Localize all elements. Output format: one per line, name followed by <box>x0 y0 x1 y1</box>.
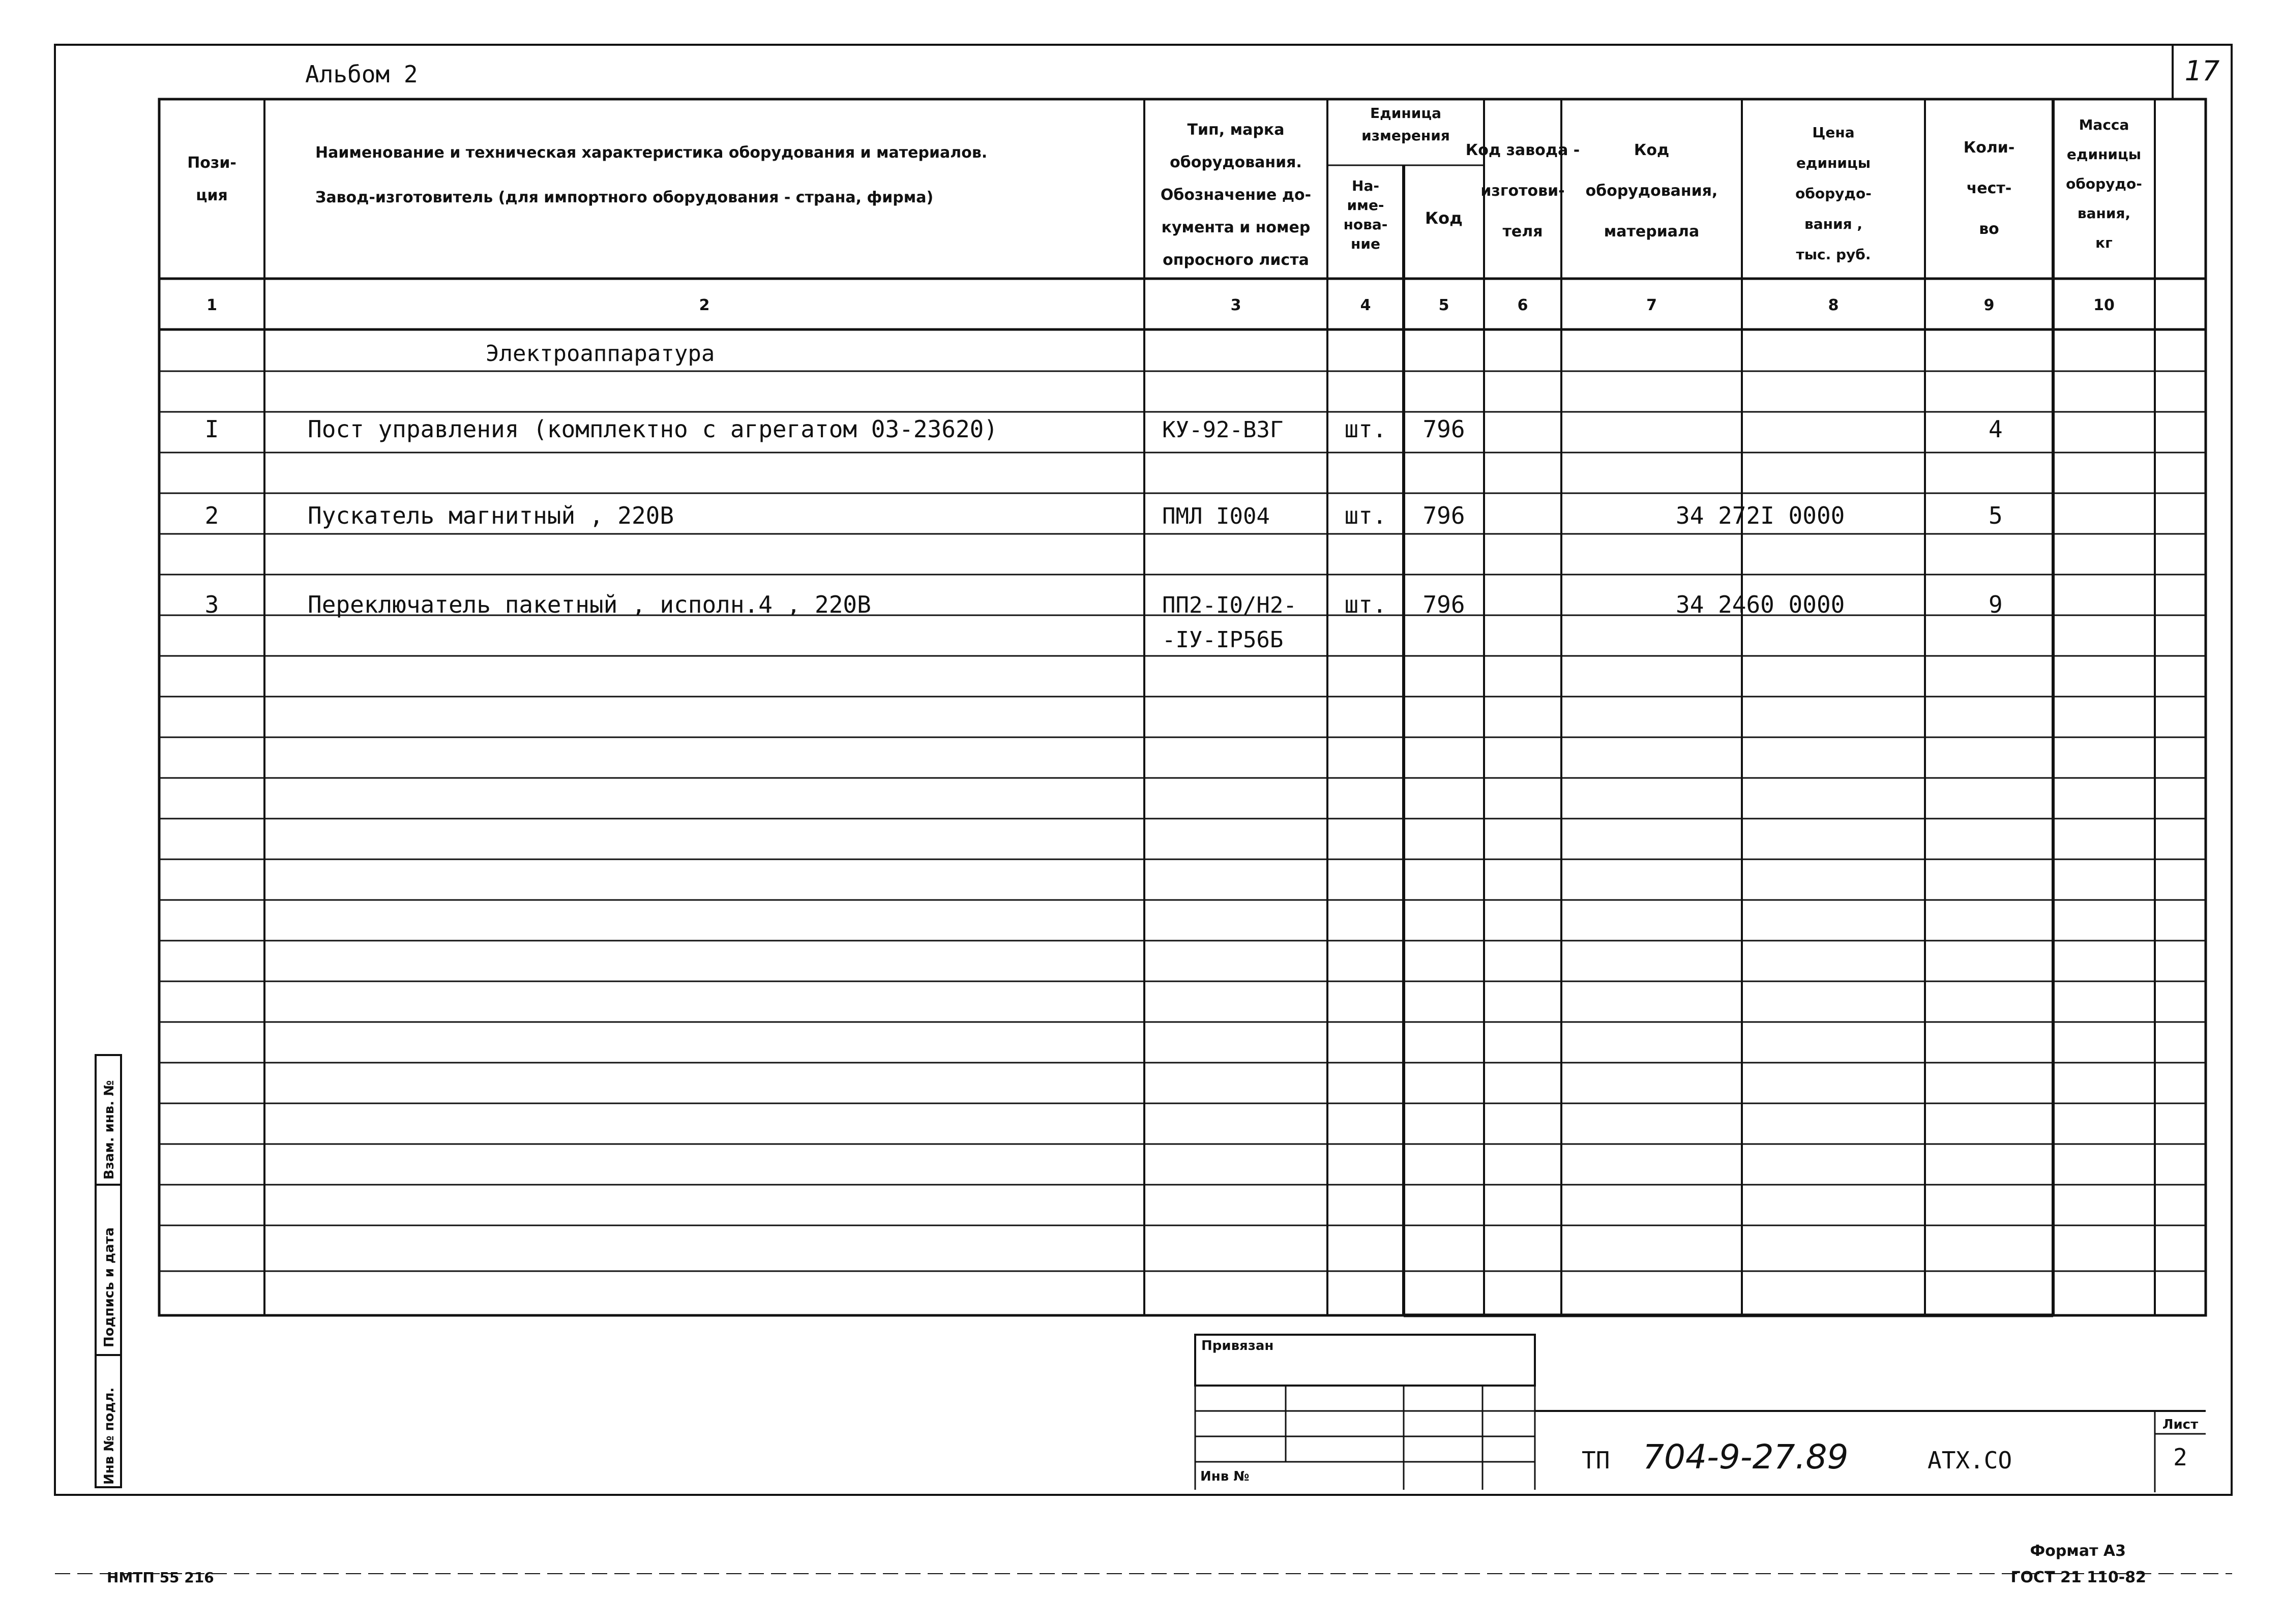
album-label: Альбом 2 <box>305 61 418 88</box>
column-title: оборудования, <box>1585 182 1718 200</box>
row-type: ПП2-I0/Н2- <box>1162 592 1297 618</box>
column-title: Цена <box>1812 124 1855 141</box>
column-title: теля <box>1502 223 1543 240</box>
column-title: кумента и номер <box>1161 219 1311 236</box>
column-title: единицы <box>2066 146 2142 163</box>
doc-code: АТХ.СО <box>1928 1447 2012 1474</box>
side-stamp-inv-number: Инв № подл. <box>102 1387 117 1485</box>
row-position: I <box>204 415 219 443</box>
row-unit-code: 796 <box>1422 591 1465 618</box>
column-title: Коли- <box>1963 139 2015 157</box>
column-title: материала <box>1604 223 1700 240</box>
column-title: Обозначение до- <box>1160 186 1312 204</box>
column-title: Масса <box>2079 116 2129 133</box>
left-code: НМТП 55 216 <box>107 1569 214 1586</box>
column-number: 3 <box>1230 296 1241 314</box>
row-equipment-code: 34 272I 0000 <box>1676 502 1845 529</box>
side-stamp-signature-date: Подпись и дата <box>102 1227 117 1347</box>
column-number: 6 <box>1517 296 1528 314</box>
column-number: 7 <box>1646 296 1657 314</box>
column-title: оборудо- <box>2066 175 2142 192</box>
column-lines <box>264 99 2155 1315</box>
column-title: изготови- <box>1480 182 1565 200</box>
row-equipment-code: 34 2460 0000 <box>1676 591 1845 618</box>
side-stamp-replaced-inv: Взам. инв. № <box>102 1080 117 1180</box>
unit-group-title-2: измерения <box>1361 127 1450 144</box>
spec-row <box>205 502 2003 529</box>
column-title: ция <box>196 187 228 204</box>
section-title: Электроаппаратура <box>486 341 715 367</box>
row-type: -IУ-IР56Б <box>1162 627 1284 653</box>
column-title: име- <box>1347 197 1384 214</box>
column-title: опросного листа <box>1163 251 1309 269</box>
column-number: 4 <box>1360 296 1371 314</box>
column-number: 5 <box>1438 296 1449 314</box>
row-type: КУ-92-ВЗГ <box>1162 417 1284 443</box>
column-number: 10 <box>2093 296 2115 314</box>
column-title: во <box>1979 220 1999 238</box>
row-name: Пускатель магнитный , 220В <box>308 502 674 529</box>
column-number: 8 <box>1828 296 1839 314</box>
inv-label: Инв № <box>1200 1469 1250 1484</box>
row-unit-code: 796 <box>1422 502 1465 529</box>
column-number: 2 <box>699 296 710 314</box>
column-title: оборудования. <box>1170 154 1302 171</box>
column-title: единицы <box>1796 155 1871 171</box>
row-position: 2 <box>204 502 219 529</box>
column-title: ние <box>1351 235 1380 252</box>
spec-table-frame <box>159 99 2206 1315</box>
column-title: вания, <box>2077 205 2131 222</box>
bound-label: Привязан <box>1201 1338 1274 1354</box>
column-headers <box>187 116 2142 314</box>
row-quantity: 9 <box>1989 591 2003 618</box>
column-title: кг <box>2095 234 2113 251</box>
doc-prefix: ТП <box>1582 1447 1610 1474</box>
spec-row <box>205 591 2003 653</box>
column-title: Завод-изготовитель (для импортного оборудования - страна, фирма) <box>315 189 934 206</box>
row-quantity: 5 <box>1989 502 2003 529</box>
row-name: Переключатель пакетный , исполн.4 , 220В <box>308 591 871 618</box>
row-name: Пост управления (комплектно с агрегатом 03-23620) <box>308 415 998 443</box>
doc-number: 704-9-27.89 <box>1643 1437 1849 1477</box>
column-title: Тип, марка <box>1187 121 1285 139</box>
column-number: 1 <box>206 296 217 314</box>
row-unit: шт. <box>1344 415 1387 443</box>
column-title: Наименование и техническая характеристика оборудования и материалов. <box>315 144 988 162</box>
column-title: тыс. руб. <box>1796 246 1871 263</box>
row-type: ПМЛ I004 <box>1162 503 1270 529</box>
page-number: 17 <box>2184 55 2220 87</box>
column-title: Код <box>1425 208 1463 228</box>
spec-row <box>205 415 2003 443</box>
column-title: Код завода - <box>1465 141 1580 159</box>
row-position: 3 <box>204 591 219 618</box>
standard-label: ГОСТ 21 110-82 <box>2010 1569 2146 1586</box>
row-unit: шт. <box>1344 591 1387 618</box>
column-title: нова- <box>1343 216 1388 233</box>
row-unit-code: 796 <box>1422 415 1465 443</box>
sheet-number: 2 <box>2173 1443 2187 1471</box>
column-title: вания , <box>1804 216 1862 232</box>
column-title: чест- <box>1966 179 2012 197</box>
row-quantity: 4 <box>1989 415 2003 443</box>
unit-group-title-1: Единица <box>1370 105 1441 122</box>
column-title: оборудо- <box>1795 185 1872 202</box>
format-label: Формат А3 <box>2030 1542 2126 1560</box>
sheet-label: Лист <box>2162 1417 2199 1432</box>
column-title: На- <box>1352 177 1379 194</box>
row-unit: шт. <box>1344 502 1387 529</box>
column-title: Пози- <box>187 154 236 172</box>
title-block <box>1195 1335 2206 1492</box>
column-title: Код <box>1634 141 1670 159</box>
column-number: 9 <box>1983 296 1995 314</box>
side-stamp <box>96 1055 121 1487</box>
